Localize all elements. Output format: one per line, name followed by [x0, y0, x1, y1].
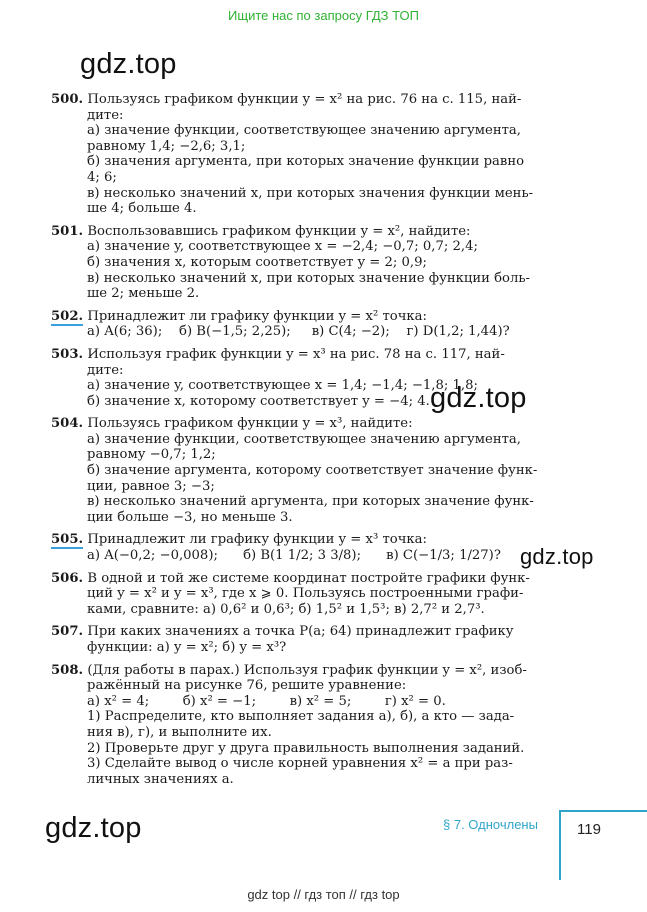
problem-text: дите: — [87, 362, 124, 378]
footer-rule — [559, 810, 647, 812]
problem-line — [51, 394, 559, 410]
problem-number: 500. — [51, 92, 84, 107]
problem-line — [51, 532, 559, 548]
problem-line — [51, 586, 559, 602]
problem-text: ции больше −3, но меньше 3. — [87, 509, 293, 525]
problem-line — [51, 224, 559, 240]
problem-text: личных значениях a. — [87, 771, 234, 787]
problem-text: Воспользовавшись графиком функции y = x², найдите: — [87, 223, 471, 239]
watermark: gdz.top — [45, 812, 142, 844]
problem-line — [51, 678, 559, 694]
problem-text: ции, равное 3; −3; — [87, 478, 215, 494]
problem-line — [51, 108, 559, 124]
problem — [51, 571, 559, 618]
watermark: gdz.top — [520, 544, 594, 569]
problems-list — [51, 92, 559, 794]
problem-text: б) значение аргумента, которому соответствует значение функ- — [87, 463, 538, 479]
problem-line — [51, 548, 559, 564]
problem-text: а) A(6; 36); б) B(−1,5; 2,25); в) C(4; −2); г) D(1,2; 1,44)? — [87, 324, 510, 340]
problem-line — [51, 139, 559, 155]
problem-text: а) A(−0,2; −0,008); б) B(1 1/2; 3 3/8); в) C(−1/3; 1/27)? — [87, 548, 501, 564]
problem-text: в) несколько значений аргумента, при которых значение функ- — [87, 494, 534, 510]
problem-text: ше 2; меньше 2. — [87, 286, 200, 302]
problem-number: 503. — [51, 346, 84, 362]
problem-line — [51, 154, 559, 170]
problem-line — [51, 347, 559, 363]
problem-text: равному 1,4; −2,6; 3,1; — [87, 138, 246, 154]
problem-line — [51, 640, 559, 656]
problem-text: ния в), г), и выполните их. — [87, 724, 272, 740]
problem — [51, 347, 559, 409]
problem-line — [51, 494, 559, 510]
problem-line — [51, 432, 559, 448]
problem-line — [51, 363, 559, 379]
problem-line — [51, 463, 559, 479]
problem — [51, 224, 559, 302]
problem-text: ций y = x² и y = x³, где x ⩾ 0. Пользуясь построенными графи- — [87, 586, 524, 602]
problem-text: а) значение функции, соответствующее значению аргумента, — [87, 123, 521, 139]
problem — [51, 309, 559, 340]
problem-line — [51, 286, 559, 302]
problem — [51, 624, 559, 655]
problem-line — [51, 602, 559, 618]
problem-text: в) несколько значений x, при которых значение функции боль- — [87, 270, 530, 286]
promo-banner[interactable]: Ищите нас по запросу ГДЗ ТОП — [228, 8, 419, 23]
problem-line — [51, 416, 559, 432]
problem-text: При каких значениях a точка P(a; 64) принадлежит графику — [87, 624, 514, 640]
bottom-links[interactable]: gdz top // гдз топ // гдз top — [247, 887, 400, 902]
problem-text: Пользуясь графиком функции y = x² на рис. 76 на с. 115, най- — [87, 92, 522, 107]
problem-number: 501. — [51, 223, 84, 239]
problem-line — [51, 694, 559, 710]
problem-number: 506. — [51, 570, 84, 586]
problem-line — [51, 186, 559, 202]
problem-text: Используя график функции y = x³ на рис. 78 на с. 117, най- — [87, 346, 505, 362]
problem-line — [51, 624, 559, 640]
problem-number: 507. — [51, 624, 84, 640]
problem-text: 1) Распределите, кто выполняет задания а), б), а кто — зада- — [87, 709, 515, 725]
problem-text: б) значения x, которым соответствует y = 2; 0,9; — [87, 254, 427, 270]
problem-line — [51, 255, 559, 271]
problem-line — [51, 741, 559, 757]
problem-text: 4; 6; — [87, 169, 117, 185]
problem-line — [51, 756, 559, 772]
problem-text: 2) Проверьте друг у друга правильность выполнения заданий. — [87, 740, 525, 756]
problem — [51, 663, 559, 788]
problem-number: 502. — [51, 308, 84, 324]
problem-line — [51, 309, 559, 325]
problem-line — [51, 725, 559, 741]
problem-line — [51, 571, 559, 587]
problem-line — [51, 510, 559, 526]
problem-text: ше 4; больше 4. — [87, 201, 197, 217]
problem-line — [51, 378, 559, 394]
problem-text: Пользуясь графиком функции y = x³, найдите: — [87, 416, 413, 432]
problem — [51, 416, 559, 525]
watermark: gdz.top — [430, 382, 527, 414]
problem-line — [51, 239, 559, 255]
problem-text: в) несколько значений x, при которых значения функции мень- — [87, 185, 534, 201]
problem-line — [51, 479, 559, 495]
problem-text: ками, сравните: а) 0,6² и 0,6³; б) 1,5² и 1,5³; в) 2,7² и 2,7³. — [87, 601, 485, 617]
problem-text: функции: а) y = x²; б) y = x³? — [87, 640, 287, 655]
watermark: gdz.top — [80, 48, 177, 80]
page-number: 119 — [577, 821, 601, 838]
problem-line — [51, 170, 559, 186]
problem — [51, 532, 559, 563]
problem-text: б) значения аргумента, при которых значение функции равно — [87, 154, 525, 170]
problem-text: ражённый на рисунке 76, решите уравнение: — [87, 678, 407, 694]
problem-text: (Для работы в парах.) Используя график функции y = x², изоб- — [87, 662, 527, 678]
problem-line — [51, 201, 559, 217]
problem-line — [51, 324, 559, 340]
problem-text: В одной и той же системе координат постройте графики функ- — [87, 570, 530, 586]
problem-text: б) значение x, которому соответствует y = −4; 4. — [87, 393, 430, 409]
problem-text: дите: — [87, 107, 124, 123]
problem-text: равному −0,7; 1,2; — [87, 447, 216, 463]
footer-rule — [559, 810, 561, 880]
problem-text: а) x² = 4; б) x² = −1; в) x² = 5; г) x² = 0. — [87, 693, 446, 709]
problem — [51, 92, 559, 217]
section-title: § 7. Одночлены — [443, 817, 538, 832]
problem-line — [51, 663, 559, 679]
problem-number: 505. — [51, 532, 84, 548]
problem-line — [51, 92, 559, 108]
problem-text: а) значение y, соответствующее x = −2,4; −0,7; 0,7; 2,4; — [87, 239, 478, 255]
problem-number: 508. — [51, 662, 84, 678]
problem-number: 504. — [51, 416, 84, 432]
problem-text: а) значение функции, соответствующее значению аргумента, — [87, 431, 521, 447]
problem-text: 3) Сделайте вывод о числе корней уравнения x² = a при раз- — [87, 756, 513, 772]
problem-text: Принадлежит ли графику функции y = x³ точка: — [87, 532, 427, 548]
problem-line — [51, 772, 559, 788]
problem-line — [51, 709, 559, 725]
problem-line — [51, 271, 559, 287]
problem-line — [51, 447, 559, 463]
problem-text: а) значение y, соответствующее x = 1,4; −1,4; −1,8; 1,8; — [87, 378, 478, 394]
problem-line — [51, 123, 559, 139]
problem-text: Принадлежит ли графику функции y = x² точка: — [87, 308, 427, 324]
